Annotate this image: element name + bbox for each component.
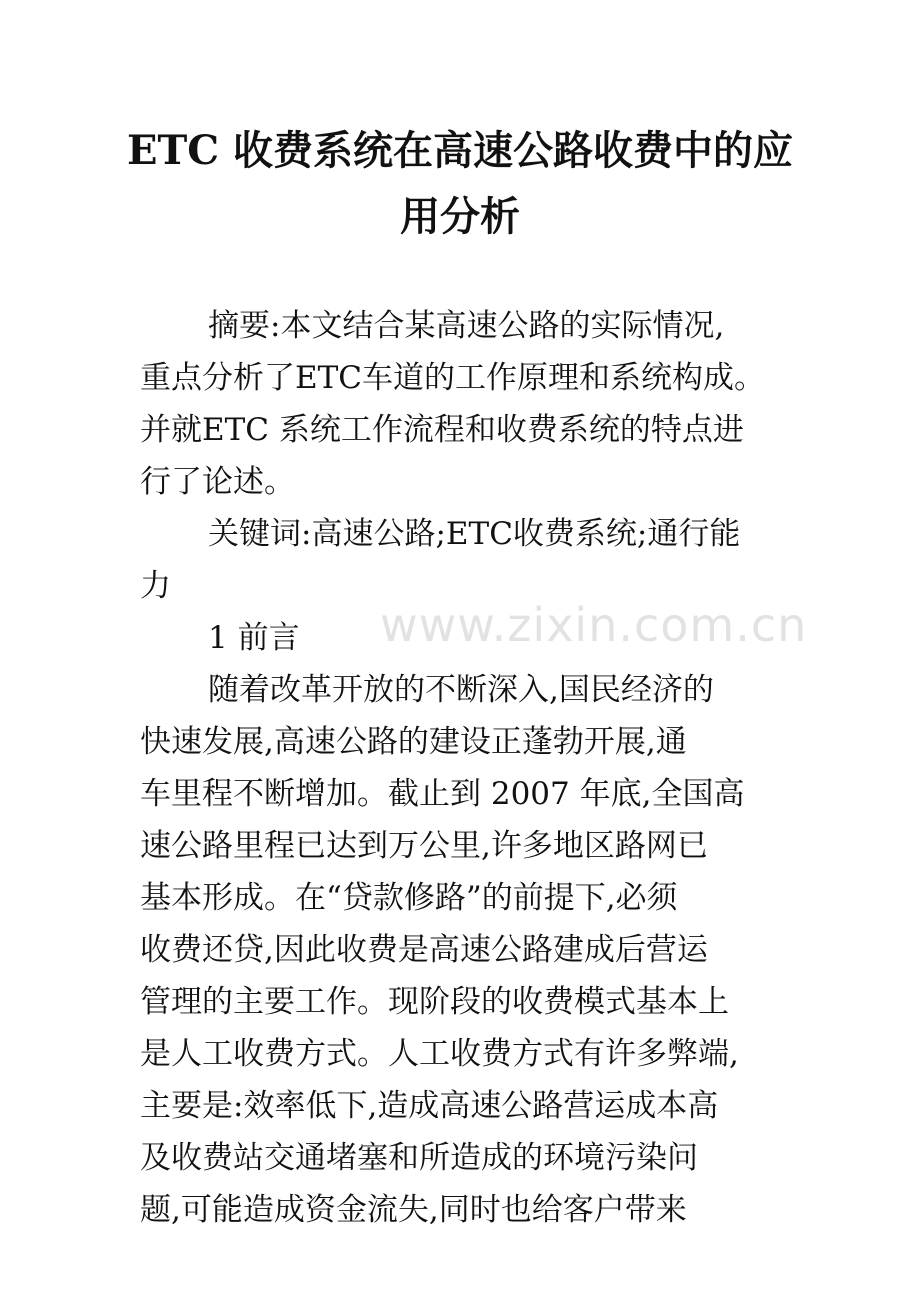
body-line: 题,可能造成资金流失,同时也给客户带来	[140, 1192, 687, 1228]
body-line: 基本形成。在“贷款修路”的前提下,必须	[140, 880, 678, 916]
body-line: 1 前言	[208, 620, 300, 656]
body-line: 随着改革开放的不断深入,国民经济的	[208, 672, 714, 708]
body-line: 及收费站交通堵塞和所造成的环境污染问	[140, 1140, 698, 1176]
title-line-2: 用分析	[400, 193, 520, 240]
document-body	[140, 300, 800, 1236]
body-line: 力	[140, 568, 171, 604]
body-line: 主要是:效率低下,造成高速公路营运成本高	[140, 1088, 719, 1124]
body-line: 关键词:高速公路;ETC收费系统;通行能	[208, 516, 741, 552]
document-title	[100, 118, 820, 250]
body-line: 重点分析了ETC车道的工作原理和系统构成。	[140, 360, 766, 396]
body-line: 行了论述。	[140, 464, 295, 500]
body-line: 并就ETC 系统工作流程和收费系统的特点进	[140, 412, 744, 448]
title-line-1: ETC 收费系统在高速公路收费中的应	[126, 127, 793, 174]
body-line: 快速发展,高速公路的建设正蓬勃开展,通	[140, 724, 687, 760]
watermark: www.zixin.com.cn	[380, 598, 808, 652]
body-line: 摘要:本文结合某高速公路的实际情况,	[208, 308, 725, 344]
body-line: 速公路里程已达到万公里,许多地区路网已	[140, 828, 708, 864]
body-line: 管理的主要工作。现阶段的收费模式基本上	[140, 984, 729, 1020]
body-line: 收费还贷,因此收费是高速公路建成后营运	[140, 932, 708, 968]
body-line: 车里程不断增加。截止到 2007 年底,全国高	[140, 776, 745, 812]
body-line: 是人工收费方式。人工收费方式有许多弊端,	[140, 1036, 739, 1072]
